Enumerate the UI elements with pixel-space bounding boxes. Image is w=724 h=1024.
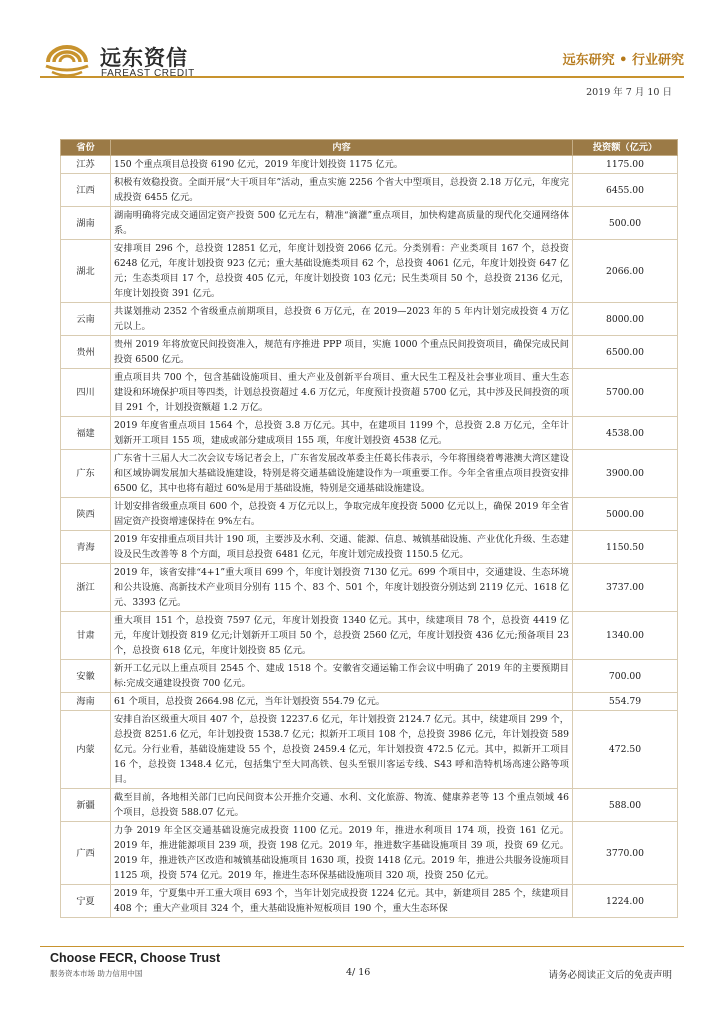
content-cell: 广东省十三届人大二次会议专场记者会上，广东省发展改革委主任葛长伟表示，今年将围绕着粤港澳大湾区建设和区域协调发展加大基础设施建设，特别是将交通基础设施建设作为一项重要工作。今年全省重点项目投资安排 6500 亿，其中也将有超过 60%是用于基础设施，特别是交通基础设施建设。 (111, 450, 573, 498)
province-cell: 宁夏 (61, 885, 111, 918)
table-row (61, 303, 678, 336)
table-row (61, 885, 678, 918)
province-cell: 青海 (61, 531, 111, 564)
province-cell: 云南 (61, 303, 111, 336)
content-cell: 共谋划推动 2352 个省级重点前期项目，总投资 6 万亿元，在 2019—2023 年的 5 年内计划完成投资 4 万亿元以上。 (111, 303, 573, 336)
province-cell: 安徽 (61, 660, 111, 693)
amount-cell: 1175.00 (573, 156, 678, 174)
table-row (61, 711, 678, 789)
content-cell: 力争 2019 年全区交通基础设施完成投资 1100 亿元。2019 年，推进水利项目 174 项，投资 161 亿元。2019 年，推进能源项目 239 项，投资 198 亿元。2019 年，推进数字基础设施项目 39 项，投资 69 亿元。2019 年，推进铁产区改造和城镇基础设施项目 1630 项，投资 1418 亿元。2019 年，推进公共服务设施项目 1125 项，投资 574 亿元。2019 年，推进生态环保基础设施项目 320 项，投资 250 亿元。 (111, 822, 573, 885)
amount-cell: 554.79 (573, 693, 678, 711)
footer-disclaimer: 请务必阅读正文后的免责声明 (548, 970, 672, 981)
amount-cell: 1340.00 (573, 612, 678, 660)
table-row (61, 207, 678, 240)
report-date: 2019 年 7 月 10 日 (586, 87, 672, 98)
header-divider (40, 76, 684, 78)
province-cell: 江苏 (61, 156, 111, 174)
content-cell: 150 个重点项目总投资 6190 亿元，2019 年度计划投资 1175 亿元。 (111, 156, 573, 174)
amount-cell: 8000.00 (573, 303, 678, 336)
amount-cell: 4538.00 (573, 417, 678, 450)
brand-name-en: FAREAST CREDIT (101, 68, 195, 79)
footer-slogan-cn: 服务资本市场 助力信用中国 (50, 969, 143, 978)
province-cell: 甘肃 (61, 612, 111, 660)
province-cell: 湖南 (61, 207, 111, 240)
amount-cell: 6500.00 (573, 336, 678, 369)
content-cell: 新开工亿元以上重点项目 2545 个、建成 1518 个。安徽省交通运输工作会议中明确了 2019 年的主要预期目标:完成交通建设投资 700 亿元。 (111, 660, 573, 693)
page-number: 4/ 16 (346, 967, 371, 978)
amount-cell: 5700.00 (573, 369, 678, 417)
province-cell: 新疆 (61, 789, 111, 822)
amount-cell: 3737.00 (573, 564, 678, 612)
amount-cell: 5000.00 (573, 498, 678, 531)
province-cell: 湖北 (61, 240, 111, 303)
header-amount: 投资额（亿元） (573, 140, 678, 156)
table-row (61, 498, 678, 531)
province-cell: 陕西 (61, 498, 111, 531)
amount-cell: 500.00 (573, 207, 678, 240)
content-cell: 截至目前，各地相关部门已向民间资本公开推介交通、水利、文化旅游、物流、健康养老等 13 个重点领域 46 个项目，总投资 588.07 亿元。 (111, 789, 573, 822)
table-row (61, 336, 678, 369)
amount-cell: 1150.50 (573, 531, 678, 564)
content-cell: 重点项目共 700 个，包含基础设施项目、重大产业及创新平台项目、重大民生工程及社会事业项目、重大生态建设和环境保护项目等四类，计划总投资超过 4.6 万亿元，年度预计投资超 5700 亿元，其中涉及民间投资的项目 291 个，计划投资额超 1.2 万亿。 (111, 369, 573, 417)
table-row (61, 564, 678, 612)
content-cell: 61 个项目，总投资 2664.98 亿元，当年计划投资 554.79 亿元。 (111, 693, 573, 711)
table-row (61, 156, 678, 174)
amount-cell: 3900.00 (573, 450, 678, 498)
province-cell: 广东 (61, 450, 111, 498)
amount-cell: 700.00 (573, 660, 678, 693)
province-cell: 广西 (61, 822, 111, 885)
content-cell: 2019 年，该省安排“4+1”重大项目 699 个，年度计划投资 7130 亿元。699 个项目中，交通建设、生态环境和公共设施、高新技术产业项目分别有 115 个、83 个、501 个，年度计划投资分别达到 2119 亿元、1618 亿元、3393 亿元。 (111, 564, 573, 612)
section-label: 远东研究 • 行业研究 (562, 53, 684, 68)
table-row (61, 174, 678, 207)
content-cell: 安排自治区级重大项目 407 个，总投资 12237.6 亿元，年计划投资 2124.7 亿元。其中，续建项目 299 个，总投资 8251.6 亿元，年计划投资 1538.7 亿元；拟新开工项目 108 个，总投资 3986 亿元，年计划投资 589 亿元。分行业看，基础设施建设 55 个，总投资 2459.4 亿元，年计划投资 472.5 亿元。其中，拟新开工项目 16 个，总投资 1348.4 亿元，包括集宁至大同高铁、包头至银川客运专线、S43 呼和浩特机场高速公路等项目。 (111, 711, 573, 789)
table-row (61, 450, 678, 498)
footer-divider (40, 946, 684, 947)
amount-cell: 472.50 (573, 711, 678, 789)
header-content: 内容 (111, 140, 573, 156)
content-cell: 积极有效稳投资。全面开展“大干项目年”活动，重点实施 2256 个省大中型项目，总投资 2.18 万亿元，年度完成投资 6455 亿元。 (111, 174, 573, 207)
content-cell: 2019 年安排重点项目共计 190 项，主要涉及水利、交通、能源、信息、城镇基础设施、产业优化升级、生态建设及民生改善等 8 个方面，项目总投资 6481 亿元，年度计划完成投资 1150.5 亿元。 (111, 531, 573, 564)
table-row (61, 822, 678, 885)
amount-cell: 3770.00 (573, 822, 678, 885)
table-row (61, 369, 678, 417)
content-cell: 重大项目 151 个，总投资 7597 亿元，年度计划投资 1340 亿元。其中，续建项目 78 个，总投资 4419 亿元，年度计划投资 819 亿元;计划新开工项目 50 个，总投资 2560 亿元，年度计划投资 436 亿元;预备项目 23 个，总投资 618 亿元，年度计划投资 85 亿元。 (111, 612, 573, 660)
content-cell: 安排项目 296 个，总投资 12851 亿元，年度计划投资 2066 亿元。分类别看：产业类项目 167 个，总投资 6248 亿元，年度计划投资 923 亿元；重大基础设施类项目 62 个，总投资 4061 亿元，年度计划投资 647 亿元；生态类项目 17 个，总投资 405 亿元，年度计划投资 103 亿元；民生类项目 50 个，总投资 2136 亿元，年度计划投资 391 亿元。 (111, 240, 573, 303)
table-row (61, 789, 678, 822)
table-row (61, 240, 678, 303)
amount-cell: 6455.00 (573, 174, 678, 207)
table-header-row (61, 140, 678, 156)
table-row (61, 531, 678, 564)
investment-table (60, 139, 678, 918)
content-cell: 计划安排省级重点项目 600 个，总投资 4 万亿元以上，争取完成年度投资 5000 亿元以上，确保 2019 年全省固定资产投资增速保持在 9%左右。 (111, 498, 573, 531)
table-row (61, 693, 678, 711)
content-cell: 湖南明确将完成交通固定资产投资 500 亿元左右，精准“滴灌”重点项目，加快构建高质量的现代化交通网络体系。 (111, 207, 573, 240)
content-cell: 贵州 2019 年将放宽民间投资准入，规范有序推进 PPP 项目，实施 1000 个重点民间投资项目，确保完成民间投资 6500 亿元。 (111, 336, 573, 369)
table-row (61, 417, 678, 450)
table-row (61, 612, 678, 660)
province-cell: 浙江 (61, 564, 111, 612)
province-cell: 四川 (61, 369, 111, 417)
content-cell: 2019 年度省重点项目 1564 个，总投资 3.8 万亿元。其中，在建项目 1199 个，总投资 2.8 万亿元，全年计划新开工项目 155 项，建成或部分建成项目 155 项，年度计划投资 4538 亿元。 (111, 417, 573, 450)
province-cell: 海南 (61, 693, 111, 711)
amount-cell: 2066.00 (573, 240, 678, 303)
amount-cell: 1224.00 (573, 885, 678, 918)
brand-name-cn: 远东资信 (100, 46, 188, 70)
province-cell: 江西 (61, 174, 111, 207)
footer-slogan: Choose FECR, Choose Trust (50, 951, 221, 965)
province-cell: 贵州 (61, 336, 111, 369)
province-cell: 福建 (61, 417, 111, 450)
content-cell: 2019 年，宁夏集中开工重大项目 693 个，当年计划完成投资 1224 亿元。其中，新建项目 285 个，续建项目 408 个；重大产业项目 324 个，重大基础设施补短板项目 190 个，重大生态环保 (111, 885, 573, 918)
amount-cell: 588.00 (573, 789, 678, 822)
table-row (61, 660, 678, 693)
province-cell: 内蒙 (61, 711, 111, 789)
header-province: 省份 (61, 140, 111, 156)
